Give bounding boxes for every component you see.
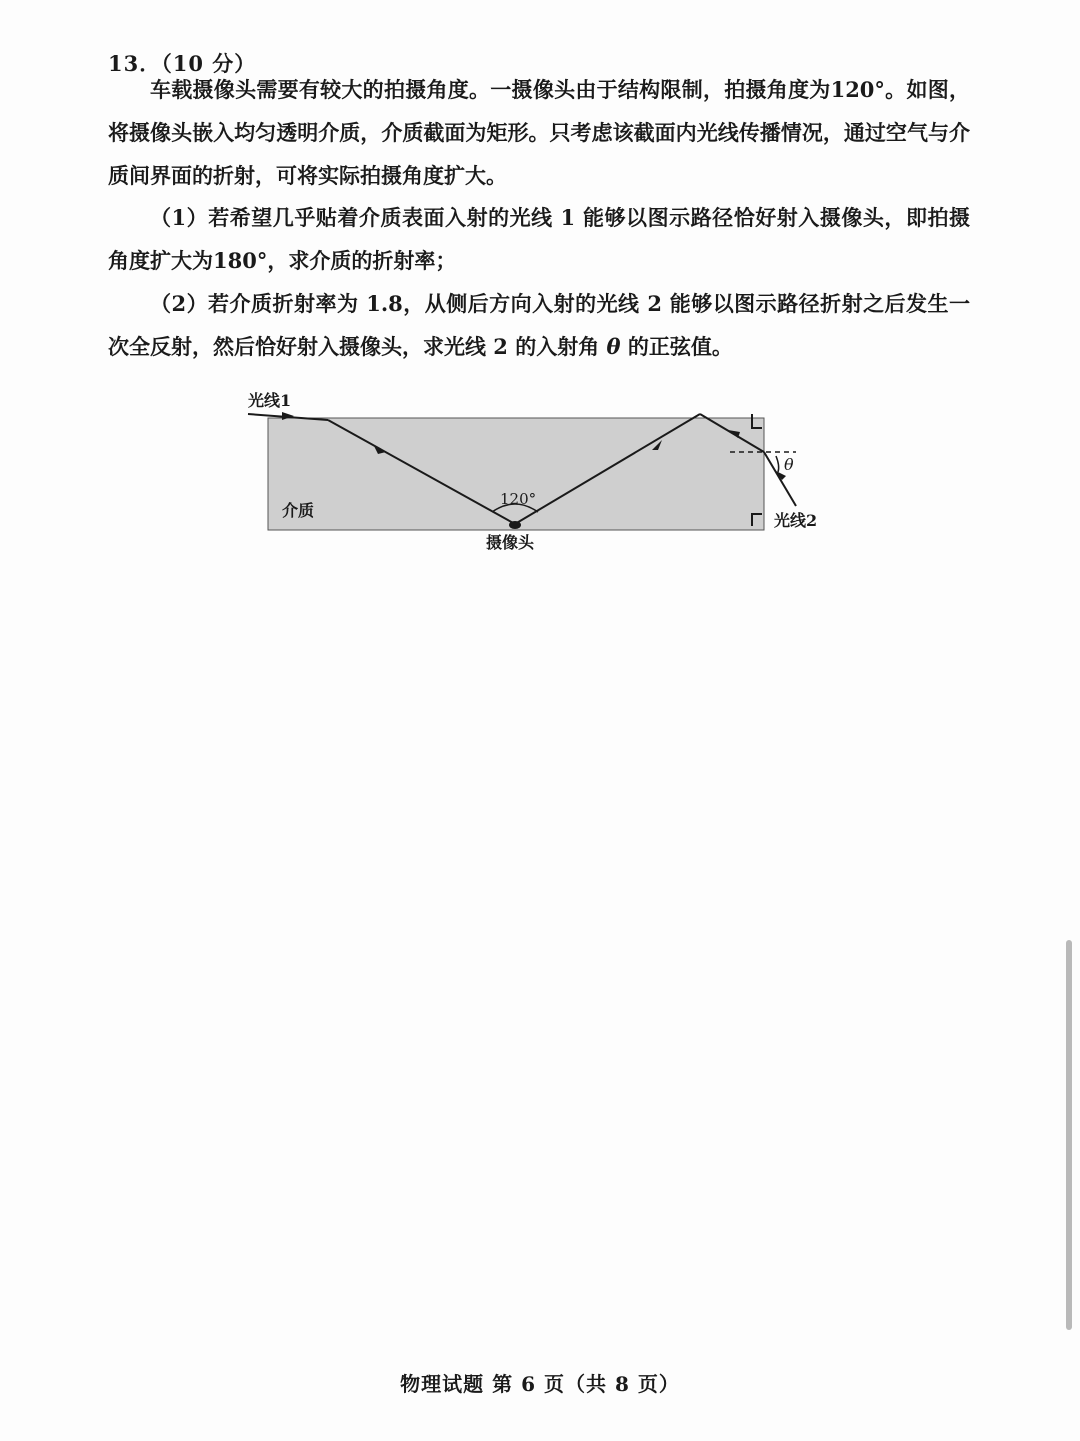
scrollbar[interactable] [1066,940,1072,1330]
camera-label: 摄像头 [486,533,535,552]
question-part-2 [108,282,970,368]
ray-2-label: 光线2 [774,511,818,530]
optics-figure [240,384,840,564]
page-footer: 物理试题 第 6 页（共 8 页） [400,1372,680,1396]
angle-label: 120° [500,490,537,508]
medium-label: 介质 [282,501,315,520]
theta-label: θ [784,455,794,474]
question-number: 13．（10 分） [108,51,257,76]
part-2-text-a: （2）若介质折射率为 1.8，从侧后方向入射的光线 2 能够以图示路径折射之后发生一次全反射，然后恰好射入摄像头，求光线 2 的入射角 [108,291,970,359]
question-part-1: （1）若希望几乎贴着介质表面入射的光线 1 能够以图示路径恰好射入摄像头，即拍摄角度扩大为180°，求介质的折射率； [108,205,970,273]
figure-svg [240,384,840,564]
question-intro: 车载摄像头需要有较大的拍摄角度。一摄像头由于结构限制，拍摄角度为120°。如图，将摄像头嵌入均匀透明介质，介质截面为矩形。只考虑该截面内光线传播情况，通过空气与介质间界面的折射，可将实际拍摄角度扩大。 [108,77,970,188]
part-2-text-b: 的正弦值。 [627,334,733,359]
theta-symbol: θ [606,334,621,359]
theta-arc [776,456,779,472]
camera-dot [509,521,521,529]
ray-1-label: 光线1 [248,391,292,410]
medium-rectangle [268,418,764,530]
